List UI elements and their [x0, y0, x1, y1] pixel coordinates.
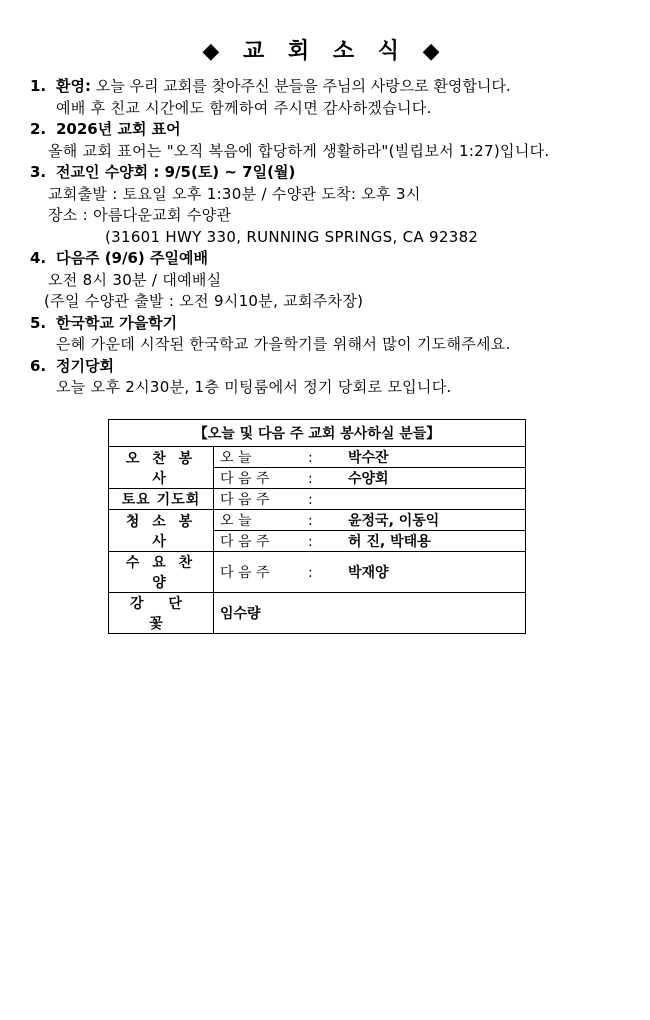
table-row: 다 음 주 :	[214, 489, 526, 510]
notice-number: 4.	[30, 249, 47, 267]
notice-line: 오늘 오후 2시30분, 1층 미팅룸에서 정기 당회로 모입니다.	[56, 378, 452, 396]
notice-title: 정기당회	[56, 356, 114, 375]
notice-line: 올해 교회 표어는 "오직 복음에 합당하게 생활하라"(빌립보서 1:27)입니다.	[48, 141, 550, 160]
notice-title: 한국학교 가을학기	[56, 313, 178, 332]
role-lunch-service: 오 찬 봉 사	[109, 447, 214, 489]
service-table	[108, 419, 526, 634]
table-row: 임수량	[214, 593, 526, 634]
notice-number: 5.	[30, 313, 47, 332]
table-header: 【오늘 및 다음 주 교회 봉사하실 분들】	[109, 420, 526, 447]
table-row: 오 늘 : 박수잔	[214, 447, 526, 468]
table-row: 다 음 주 : 박재양	[214, 552, 526, 593]
table-row: 다 음 주 : 허 진, 박태용	[214, 531, 526, 552]
role-saturday-prayer: 토요 기도회	[109, 489, 214, 510]
notice-list	[30, 76, 630, 399]
notice-item	[30, 248, 630, 313]
notice-title: 다음주 (9/6) 주일예배	[56, 249, 208, 267]
role-cleaning-service: 청 소 봉 사	[109, 510, 214, 552]
notice-line: 장소 : 아름다운교회 수양관	[48, 206, 232, 224]
notice-title: 환영:	[56, 77, 91, 95]
notice-line: (31601 HWY 330, RUNNING SPRINGS, CA 92382	[105, 227, 479, 246]
table-row: 다 음 주 : 수양회	[214, 468, 526, 489]
notice-line: (주일 수양관 출발 : 오전 9시10분, 교회주차장)	[44, 292, 364, 310]
role-altar-flowers: 강 단 꽃	[109, 593, 214, 634]
notice-number: 1.	[30, 77, 47, 95]
notice-item	[30, 356, 630, 399]
notice-item	[30, 76, 630, 119]
notice-item	[30, 119, 630, 162]
notice-line: 오늘 우리 교회를 찾아주신 분들을 주님의 사랑으로 환영합니다.	[95, 77, 511, 95]
notice-item	[30, 313, 630, 356]
notice-title: 2026년 교회 표어	[56, 120, 181, 138]
notice-number: 6.	[30, 356, 47, 375]
notice-title: 전교인 수양회 : 9/5(토) ~ 7일(월)	[56, 163, 296, 181]
notice-number: 2.	[30, 120, 47, 138]
notice-line: 예배 후 친교 시간에도 함께하여 주시면 감사하겠습니다.	[56, 98, 432, 117]
table-row: 오 늘 : 윤정국, 이동익	[214, 510, 526, 531]
notice-item	[30, 162, 630, 248]
notice-number: 3.	[30, 163, 47, 181]
role-wednesday-praise: 수 요 찬 양	[109, 552, 214, 593]
notice-line: 은혜 가운데 시작된 한국학교 가을학기를 위해서 많이 기도해주세요.	[56, 335, 511, 353]
notice-line: 오전 8시 30분 / 대예배실	[48, 270, 222, 289]
page-title: ◆ 교 회 소 식 ◆	[202, 39, 448, 64]
notice-line: 교회출발 : 토요일 오후 1:30분 / 수양관 도착: 오후 3시	[48, 184, 421, 203]
